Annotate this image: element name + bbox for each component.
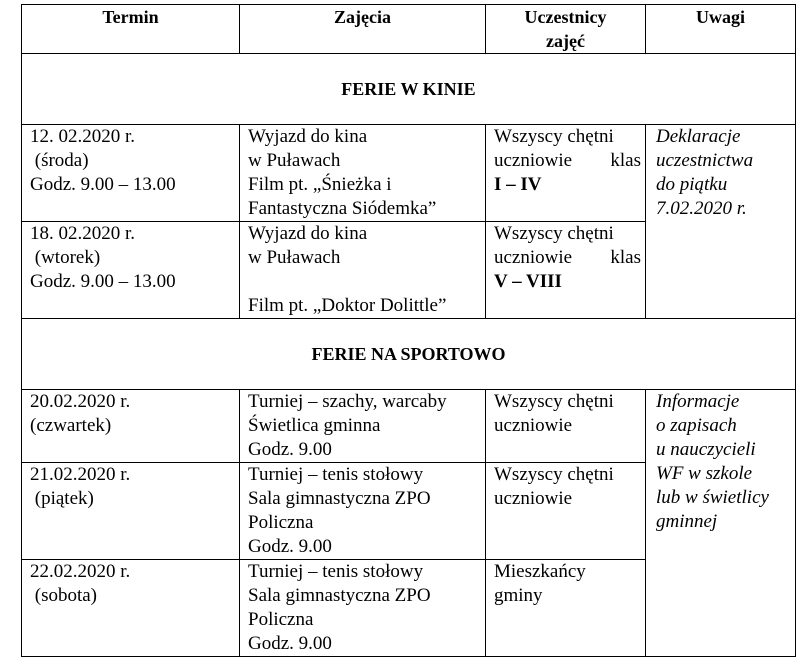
termin-date: 22.02.2020 r.	[30, 561, 131, 582]
table-row	[22, 390, 796, 463]
zajecia-line: Wyjazd do kina	[248, 126, 368, 147]
notes-line: Deklaracje	[656, 126, 741, 147]
uczestnicy-cell	[486, 560, 646, 657]
termin-cell	[22, 390, 240, 463]
notes-line: gminnej	[656, 511, 718, 532]
uczestnicy-line: gminy	[494, 585, 543, 606]
zajecia-line: Policzna	[248, 609, 314, 630]
header-uczestnicy-line-1: Uczestnicy	[524, 7, 607, 27]
uczestnicy-line: uczniowie	[494, 488, 573, 509]
uczestnicy-cell	[486, 463, 646, 560]
notes-line: lub w świetlicy	[656, 487, 769, 508]
zajecia-line: Turniej – tenis stołowy	[248, 464, 424, 485]
zajecia-cell	[240, 390, 486, 463]
notes-line: o zapisach	[656, 415, 737, 436]
zajecia-line: Sala gimnastyczna ZPO	[248, 488, 431, 509]
section-row-ferie-w-kinie	[22, 54, 796, 125]
zajecia-cell	[240, 560, 486, 657]
termin-date: 18. 02.2020 r.	[30, 223, 136, 244]
termin-cell	[22, 463, 240, 560]
header-uczestnicy-line-2: zajęć	[546, 31, 585, 51]
uczestnicy-cell	[486, 125, 646, 222]
termin-cell	[22, 125, 240, 222]
zajecia-line: Turniej – szachy, warcaby	[248, 391, 447, 412]
uczestnicy-line: Wszyscy chętni	[494, 391, 614, 412]
zajecia-line: Świetlica gminna	[248, 415, 381, 436]
uczestnicy-cell	[486, 390, 646, 463]
uczestnicy-line: Wszyscy chętni	[494, 464, 614, 485]
termin-day: (wtorek)	[30, 247, 101, 268]
notes-line: Informacje	[656, 391, 740, 412]
termin-day: (sobota)	[30, 585, 98, 606]
termin-date: 20.02.2020 r.	[30, 391, 131, 412]
section-title-ferie-na-sportowo: FERIE NA SPORTOWO	[22, 319, 796, 390]
header-uczestnicy	[486, 5, 646, 54]
table-row	[22, 125, 796, 222]
schedule-table	[21, 4, 796, 657]
termin-date: 12. 02.2020 r.	[30, 126, 136, 147]
header-termin: Termin	[22, 5, 240, 54]
termin-cell	[22, 560, 240, 657]
notes-line: uczestnictwa	[656, 150, 754, 171]
notes-line: do piątku	[656, 174, 728, 195]
notes-line: 7.02.2020 r.	[656, 198, 747, 219]
zajecia-line: Film pt. „Doktor Dolittle”	[248, 295, 447, 316]
uczestnicy-classes: I – IV	[494, 174, 542, 195]
zajecia-line: Policzna	[248, 512, 314, 533]
uczestnicy-line: uczniowie klas	[494, 150, 641, 171]
uczestnicy-line: Wszyscy chętni	[494, 126, 614, 147]
section-row-ferie-na-sportowo	[22, 319, 796, 390]
zajecia-line: Godz. 9.00	[248, 536, 332, 557]
zajecia-line: Godz. 9.00	[248, 439, 332, 460]
termin-day: (środa)	[30, 150, 89, 171]
header-uwagi: Uwagi	[646, 5, 796, 54]
uczestnicy-line: Wszyscy chętni	[494, 223, 614, 244]
zajecia-line: Turniej – tenis stołowy	[248, 561, 424, 582]
zajecia-line: Film pt. „Śnieżka i	[248, 174, 392, 195]
header-row	[22, 5, 796, 54]
uczestnicy-line: uczniowie klas	[494, 247, 641, 268]
zajecia-cell	[240, 125, 486, 222]
notes-line: WF w szkole	[656, 463, 753, 484]
section-title-ferie-w-kinie: FERIE W KINIE	[22, 54, 796, 125]
zajecia-cell	[240, 463, 486, 560]
notes-cell-kino	[646, 125, 796, 319]
zajecia-line: Fantastyczna Siódemka”	[248, 198, 437, 219]
zajecia-line: Godz. 9.00	[248, 633, 332, 654]
uczestnicy-line: uczniowie	[494, 415, 573, 436]
zajecia-line-empty	[248, 270, 481, 294]
termin-day: (piątek)	[30, 488, 94, 509]
notes-line: u nauczycieli	[656, 439, 756, 460]
notes-cell-sport	[646, 390, 796, 657]
termin-time: Godz. 9.00 – 13.00	[30, 174, 176, 195]
termin-date: 21.02.2020 r.	[30, 464, 131, 485]
zajecia-line: w Puławach	[248, 247, 341, 268]
header-zajecia: Zajęcia	[240, 5, 486, 54]
uczestnicy-cell	[486, 222, 646, 319]
zajecia-cell	[240, 222, 486, 319]
termin-day: (czwartek)	[30, 415, 112, 436]
uczestnicy-line: Mieszkańcy	[494, 561, 586, 582]
termin-cell	[22, 222, 240, 319]
zajecia-line: w Puławach	[248, 150, 341, 171]
uczestnicy-classes: V – VIII	[494, 271, 562, 292]
termin-time: Godz. 9.00 – 13.00	[30, 271, 176, 292]
zajecia-line: Wyjazd do kina	[248, 223, 368, 244]
zajecia-line: Sala gimnastyczna ZPO	[248, 585, 431, 606]
